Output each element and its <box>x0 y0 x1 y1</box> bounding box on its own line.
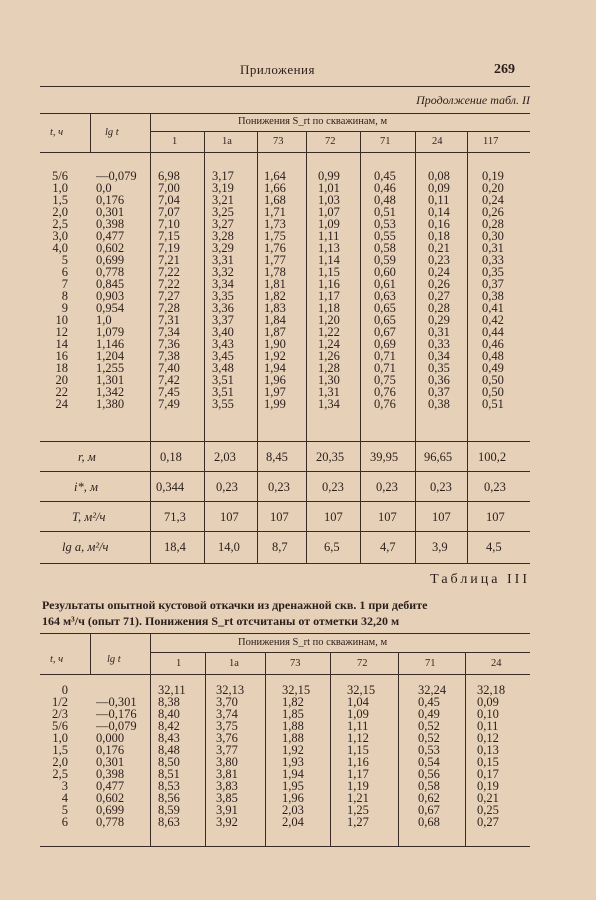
t3-well-header: 71 <box>425 658 436 669</box>
summary-value: 0,23 <box>430 480 452 494</box>
summary-value: 8,45 <box>266 450 288 464</box>
section-title: Приложения <box>240 62 315 77</box>
t3-col-w24: 32,18 0,09 0,10 0,11 0,12 0,13 0,15 0,17 0,19 0,21 0,25 0,27 <box>477 683 506 829</box>
summary-value: 14,0 <box>218 540 240 554</box>
t2-col-lg: —0,079 0,0 0,176 0,301 0,398 0,477 0,602 0,699 0,778 0,845 0,903 0,954 1,0 1,079 1,146 1,204 1,255 1,301 1,342 1,380 <box>96 169 137 411</box>
t3-col-w1: 32,11 8,38 8,40 8,42 8,43 8,48 8,50 8,51 8,53 8,56 8,59 8,63 <box>158 683 186 829</box>
summary-value: 39,95 <box>370 450 399 464</box>
summary-value: 0,23 <box>322 480 344 494</box>
t2-col-w24: 0,08 0,09 0,11 0,14 0,16 0,18 0,21 0,23 0,24 0,26 0,27 0,28 0,29 0,31 0,33 0,34 0,35 0,36 0,37 0,38 <box>428 169 450 411</box>
t2-col-w1: 6,98 7,00 7,04 7,07 7,10 7,15 7,19 7,21 7,22 7,22 7,27 7,28 7,31 7,34 7,36 7,38 7,40 7,42 7,45 7,49 <box>158 169 180 411</box>
table-3-caption-line-2: 164 м³/ч (опыт 71). Понижения S_rt отсчитаны от отметки 32,20 м <box>42 614 400 628</box>
t2-col-w1a: 3,17 3,19 3,21 3,25 3,27 3,28 3,29 3,31 3,32 3,34 3,35 3,36 3,37 3,40 3,43 3,45 3,48 3,51 3,51 3,55 <box>212 169 234 411</box>
t2-well-header: 1 <box>172 136 178 147</box>
t2-col-w72: 0,99 1,01 1,03 1,07 1,09 1,11 1,13 1,14 1,15 1,16 1,17 1,18 1,20 1,22 1,24 1,26 1,28 1,30 1,31 1,34 <box>318 169 340 411</box>
t3-well-header: 1 <box>176 658 182 669</box>
summary-value: 107 <box>324 510 343 524</box>
t3-group-header: Понижения S_rt по скважинам, м <box>238 637 388 648</box>
t3-well-header: 1а <box>229 658 239 669</box>
t2-well-header: 72 <box>325 136 336 147</box>
summary-value: 3,9 <box>432 540 448 554</box>
t2-well-header: 24 <box>432 136 443 147</box>
summary-value: 8,7 <box>272 540 288 554</box>
summary-value: 107 <box>270 510 289 524</box>
summary-label: r, м <box>78 450 96 464</box>
t2-well-header: 1а <box>222 136 232 147</box>
summary-value: 107 <box>378 510 397 524</box>
t2-col-lg-header: lg t <box>105 127 119 138</box>
t2-well-header: 71 <box>380 136 391 147</box>
summary-value: 0,23 <box>268 480 290 494</box>
t3-well-header: 73 <box>290 658 301 669</box>
t3-well-header: 72 <box>357 658 368 669</box>
t3-col-w71: 32,24 0,45 0,49 0,52 0,52 0,53 0,54 0,56 0,58 0,62 0,67 0,68 <box>418 683 447 829</box>
summary-value: 0,23 <box>216 480 238 494</box>
header-rule <box>40 86 530 87</box>
table-3-label: Таблица III <box>430 572 530 587</box>
summary-value: 107 <box>432 510 451 524</box>
t2-col-w117: 0,19 0,20 0,24 0,26 0,28 0,30 0,31 0,33 0,35 0,37 0,38 0,41 0,42 0,44 0,46 0,48 0,49 0,50 0,50 0,51 <box>482 169 504 411</box>
summary-label: T, м²/ч <box>72 510 106 524</box>
summary-value: 6,5 <box>324 540 340 554</box>
summary-value: 0,18 <box>160 450 182 464</box>
t3-col-t-header: t, ч <box>50 654 64 665</box>
t3-col-w72: 32,15 1,04 1,09 1,11 1,12 1,15 1,16 1,17 1,19 1,21 1,25 1,27 <box>347 683 376 829</box>
t3-well-header: 24 <box>491 658 502 669</box>
summary-value: 100,2 <box>478 450 507 464</box>
summary-value: 107 <box>220 510 239 524</box>
summary-value: 71,3 <box>164 510 186 524</box>
t3-col-lg: —0,301 —0,176 —0,079 0,000 0,176 0,301 0,398 0,477 0,602 0,699 0,778 <box>96 695 137 829</box>
summary-value: 0,344 <box>156 480 185 494</box>
summary-value: 0,23 <box>376 480 398 494</box>
t3-col-w73: 32,15 1,82 1,85 1,88 1,88 1,92 1,93 1,94 1,95 1,96 2,03 2,04 <box>282 683 311 829</box>
t2-col-t: 5/6 1,0 1,5 2,0 2,5 3,0 4,0 5 6 7 8 9 10 12 14 16 18 20 22 24 <box>52 169 68 411</box>
summary-value: 18,4 <box>164 540 186 554</box>
continuation-note: Продолжение табл. II <box>416 93 530 107</box>
t2-well-header: 73 <box>273 136 284 147</box>
summary-value: 96,65 <box>424 450 453 464</box>
t2-group-header: Понижения S_rt по скважинам, м <box>238 116 388 127</box>
t2-col-t-header: t, ч <box>50 127 64 138</box>
t2-col-w71: 0,45 0,46 0,48 0,51 0,53 0,55 0,58 0,59 0,60 0,61 0,63 0,65 0,65 0,67 0,69 0,71 0,71 0,75 0,76 0,76 <box>374 169 396 411</box>
t2-col-w73: 1,64 1,66 1,68 1,71 1,73 1,75 1,76 1,77 1,78 1,81 1,82 1,83 1,84 1,87 1,90 1,92 1,94 1,96 1,97 1,99 <box>264 169 286 411</box>
t2-well-header: 117 <box>483 136 499 147</box>
summary-value: 0,23 <box>484 480 506 494</box>
t3-col-lg-header: lg t <box>107 654 121 665</box>
summary-value: 20,35 <box>316 450 345 464</box>
running-header <box>0 62 596 82</box>
summary-label: lg a, м²/ч <box>62 540 109 554</box>
page-number: 269 <box>494 62 515 77</box>
summary-value: 2,03 <box>214 450 236 464</box>
summary-value: 4,5 <box>486 540 502 554</box>
summary-label: i*, м <box>74 480 98 494</box>
summary-value: 107 <box>486 510 505 524</box>
summary-value: 4,7 <box>380 540 396 554</box>
t3-col-t: 0 1/2 2/3 5/6 1,0 1,5 2,0 2,5 3 4 5 6 <box>52 683 68 829</box>
table-3-caption-line-1: Результаты опытной кустовой откачки из дренажной скв. 1 при дебите <box>42 598 428 612</box>
t3-col-w1a: 32,13 3,70 3,74 3,75 3,76 3,77 3,80 3,81 3,83 3,85 3,91 3,92 <box>216 683 245 829</box>
